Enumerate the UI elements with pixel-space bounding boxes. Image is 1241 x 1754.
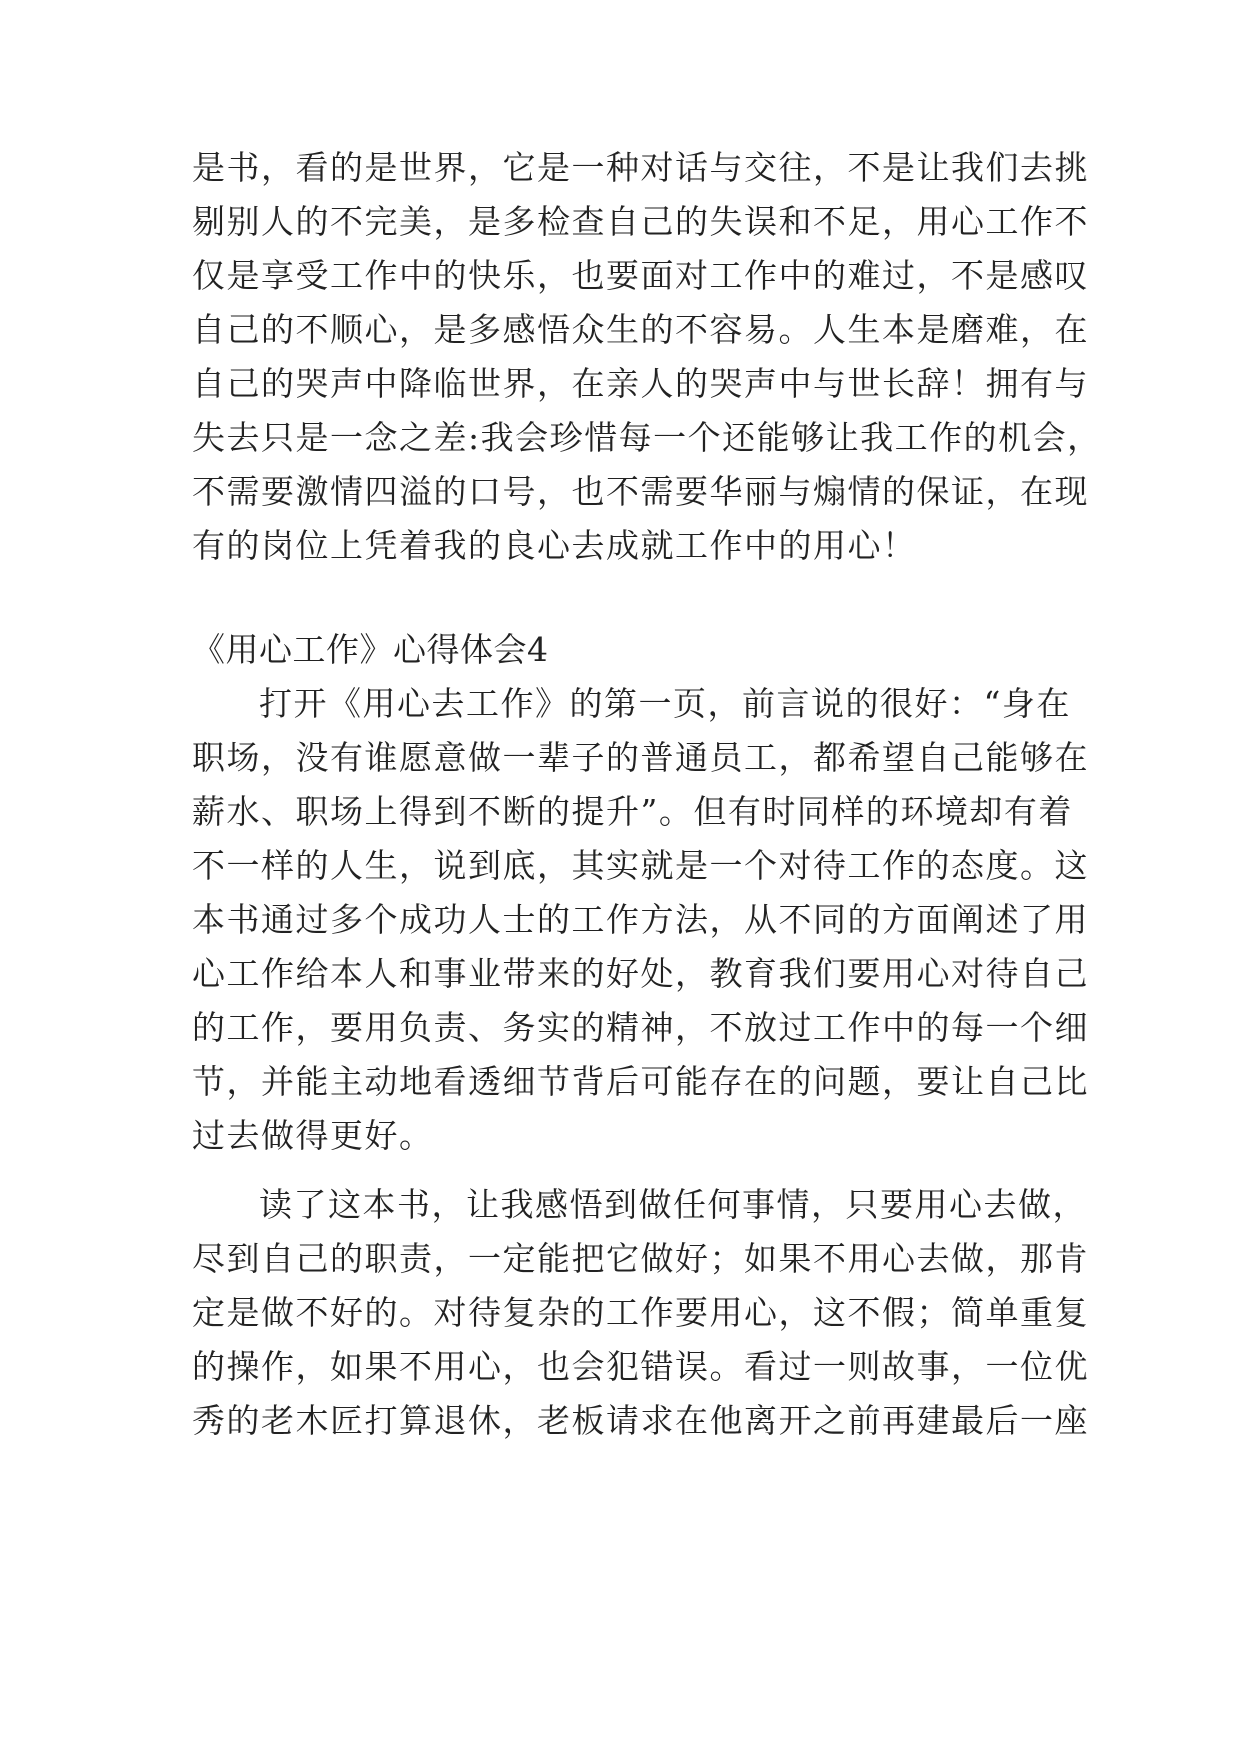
section-heading: 《用心工作》心得体会4: [192, 630, 549, 669]
text-line: 本书通过多个成功人士的工作方法，从不同的方面阐述了用: [192, 900, 1089, 939]
text-line: 不需要激情四溢的口号，也不需要华丽与煽情的保证，在现: [192, 472, 1089, 511]
text-line: 有的岗位上凭着我的良心去成就工作中的用心！: [192, 526, 917, 565]
text-line: 过去做得更好。: [192, 1116, 434, 1155]
text-line: 定是做不好的。对待复杂的工作要用心，这不假；简单重复: [192, 1293, 1089, 1332]
text-line: 是书，看的是世界，它是一种对话与交往，不是让我们去挑: [192, 148, 1089, 187]
text-line: 失去只是一念之差:我会珍惜每一个还能够让我工作的机会，: [192, 418, 1102, 457]
text-line: 不一样的人生，说到底，其实就是一个对待工作的态度。这: [192, 846, 1089, 885]
text-line: 的工作，要用负责、务实的精神，不放过工作中的每一个细: [192, 1008, 1089, 1047]
paragraph-first-line: 打开《用心去工作》的第一页，前言说的很好：“身在: [259, 684, 1071, 723]
text-line: 的操作，如果不用心，也会犯错误。看过一则故事，一位优: [192, 1347, 1089, 1386]
text-line: 自己的哭声中降临世界，在亲人的哭声中与世长辞！拥有与: [192, 364, 1089, 403]
paragraph-first-line: 读了这本书，让我感悟到做任何事情，只要用心去做，: [259, 1185, 1087, 1224]
text-line: 节，并能主动地看透细节背后可能存在的问题，要让自己比: [192, 1062, 1089, 1101]
text-line: 职场，没有谁愿意做一辈子的普通员工，都希望自己能够在: [192, 738, 1089, 777]
text-line: 剔别人的不完美，是多检查自己的失误和不足，用心工作不: [192, 202, 1089, 241]
text-line: 薪水、职场上得到不断的提升”。但有时同样的环境却有着: [192, 792, 1073, 831]
text-line: 自己的不顺心，是多感悟众生的不容易。人生本是磨难，在: [192, 310, 1089, 349]
text-line: 尽到自己的职责，一定能把它做好；如果不用心去做，那肯: [192, 1239, 1089, 1278]
text-line: 心工作给本人和事业带来的好处，教育我们要用心对待自己: [192, 954, 1089, 993]
text-line: 秀的老木匠打算退休，老板请求在他离开之前再建最后一座: [192, 1401, 1089, 1440]
text-line: 仅是享受工作中的快乐，也要面对工作中的难过，不是感叹: [192, 256, 1089, 295]
